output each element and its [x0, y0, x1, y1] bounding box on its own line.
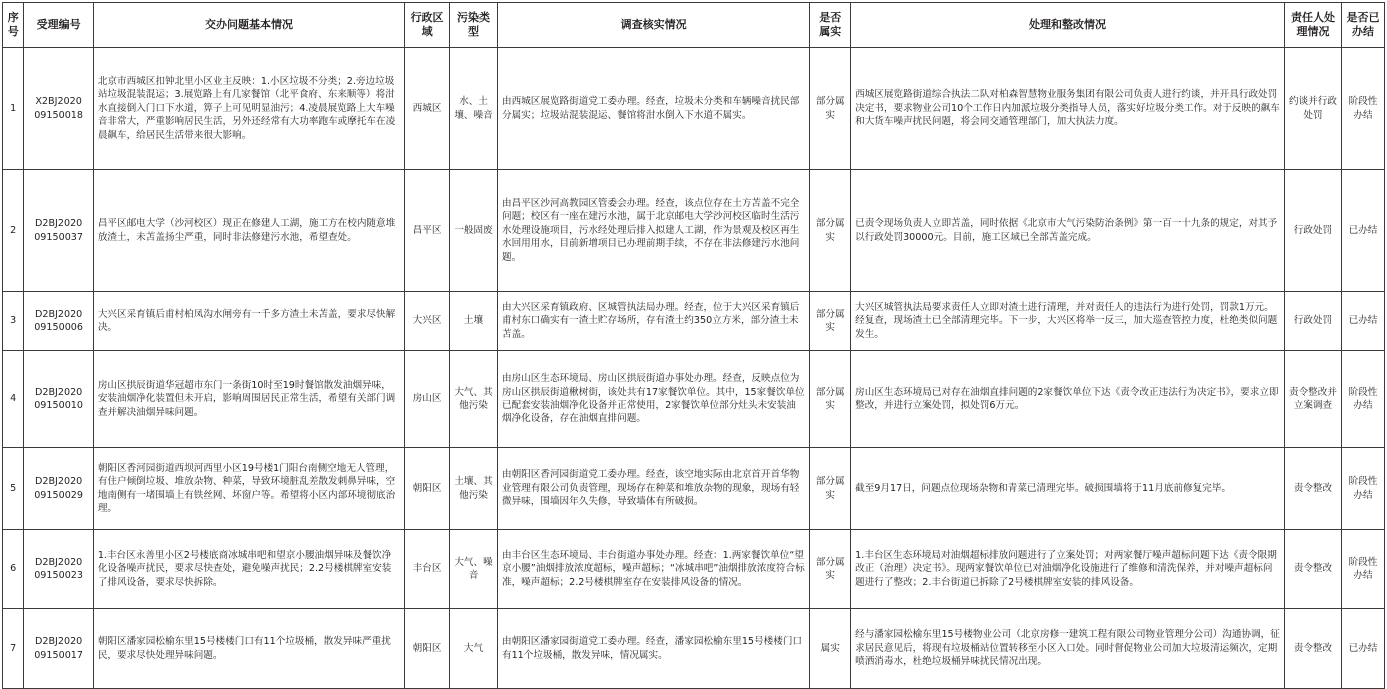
- cell-seq: 6: [3, 530, 24, 609]
- cell-district: 房山区: [405, 351, 450, 448]
- header-row: [3, 3, 1385, 48]
- cell-investigation: 由昌平区沙河高教园区管委会办理。经查，该点位存在土方苫盖不完全问题；校区有一座在建污水池，属于北京邮电大学沙河校区临时生活污水处理设施项目，污水经处理后排入拟建人工湖，作为景观及校区再生水回用用水，目前新增项目已办理前期手续，不存在非法修建污水池问题。: [497, 170, 809, 292]
- table-row: [3, 530, 1385, 609]
- cell-pollution-type: 水、土壤、噪音: [450, 48, 498, 170]
- cell-verified: 部分属实: [810, 170, 851, 292]
- cell-seq: 3: [3, 292, 24, 351]
- cell-issue: 北京市西城区扣钟北里小区业主反映：1.小区垃圾不分类；2.旁边垃圾站垃圾混装混运；3.展览路上有几家餐馆（北平食府、东来顺等）将泔水直接倒入门口下水道，箅子上可见明显油污；4.凌晨展览路上大车噪音非常大，严重影响居民生活，另外还经常有大功率跑车或摩托车在凌晨飙车，给居民生活带来很大影响。: [93, 48, 404, 170]
- cell-closed: 已办结: [1342, 609, 1385, 689]
- cell-district: 朝阳区: [405, 609, 450, 689]
- case-table: [2, 2, 1385, 689]
- cell-issue: 大兴区采育镇后甫村柏凤沟水闸旁有一千多方渣土未苫盖，要求尽快解决。: [93, 292, 404, 351]
- cell-pollution-type: 土壤: [450, 292, 498, 351]
- header-code: 受理编号: [24, 3, 93, 48]
- cell-investigation: 由丰台区生态环境局、丰台街道办事处办理。经查：1.两家餐饮单位“望京小腰”油烟排放浓度超标，噪声超标；“冰城串吧”油烟排放浓度符合标准，噪声超标；2.2号楼棋牌室存在安装排风设备的情况。: [497, 530, 809, 609]
- cell-responsible: 责令整改: [1284, 530, 1341, 609]
- cell-issue: 朝阳区潘家园松榆东里15号楼楼门口有11个垃圾桶，散发异味严重扰民，要求尽快处理异味问题。: [93, 609, 404, 689]
- cell-issue: 朝阳区香河园街道西坝河西里小区19号楼1门阳台南侧空地无人管理，有住户倾倒垃圾、堆放杂物、种菜，导致环境脏乱差散发刺鼻异味，空地南侧有一堵围墙上有铁丝网、坏窗户等。希望将小区内部环境彻底治理。: [93, 448, 404, 530]
- cell-responsible: 行政处罚: [1284, 292, 1341, 351]
- cell-closed: 已办结: [1342, 292, 1385, 351]
- cell-district: 大兴区: [405, 292, 450, 351]
- cell-handling: 截至9月17日，问题点位现场杂物和青菜已清理完毕。破损围墙将于11月底前修复完毕。: [851, 448, 1285, 530]
- header-handling: 处理和整改情况: [851, 3, 1285, 48]
- cell-issue: 1.丰台区永善里小区2号楼底商冰城串吧和望京小腰油烟异味及餐饮净化设备噪声扰民，要求尽快查处，避免噪声扰民；2.2号楼棋牌室安装了排风设备，要求尽快拆除。: [93, 530, 404, 609]
- cell-code: D2BJ2020 09150023: [24, 530, 93, 609]
- cell-closed: 阶段性办结: [1342, 351, 1385, 448]
- cell-handling: 经与潘家园松榆东里15号楼物业公司（北京房修一建筑工程有限公司物业管理分公司）沟通协调，征求居民意见后，将现有垃圾桶站位置转移至小区入口处。同时督促物业公司加大垃圾清运频次，定期喷洒消毒水，杜绝垃圾桶异味扰民情况出现。: [851, 609, 1285, 689]
- header-investigation: 调查核实情况: [497, 3, 809, 48]
- table-row: [3, 170, 1385, 292]
- cell-pollution-type: 大气、其他污染: [450, 351, 498, 448]
- cell-handling: 1.丰台区生态环境局对油烟超标排放问题进行了立案处罚；对两家餐厅噪声超标问题下达《责令限期改正（治理）决定书》。现两家餐饮单位已对油烟净化设施进行了维修和清洗保养，并对噪声超标问题进行了整改；2.丰台街道已拆除了2号楼棋牌室安装的排风设备。: [851, 530, 1285, 609]
- header-district: 行政区域: [405, 3, 450, 48]
- cell-investigation: 由房山区生态环境局、房山区拱辰街道办事处办理。经查，反映点位为房山区拱辰街道楸树街，该处共有17家餐饮单位。其中，15家餐饮单位已配套安装油烟净化设备并正常使用，2家餐饮单位部分灶头未安装油烟净化设备，存在油烟直排问题。: [497, 351, 809, 448]
- cell-responsible: 责令整改并立案调查: [1284, 351, 1341, 448]
- cell-investigation: 由西城区展览路街道党工委办理。经查，垃圾未分类和车辆噪音扰民部分属实；垃圾站混装混运、餐馆将泔水倒入下水道不属实。: [497, 48, 809, 170]
- table-row: [3, 609, 1385, 689]
- cell-pollution-type: 土壤、其他污染: [450, 448, 498, 530]
- table-row: [3, 292, 1385, 351]
- table-row: [3, 351, 1385, 448]
- cell-seq: 7: [3, 609, 24, 689]
- cell-code: D2BJ2020 09150010: [24, 351, 93, 448]
- cell-district: 西城区: [405, 48, 450, 170]
- cell-seq: 1: [3, 48, 24, 170]
- cell-district: 昌平区: [405, 170, 450, 292]
- cell-pollution-type: 大气: [450, 609, 498, 689]
- cell-district: 朝阳区: [405, 448, 450, 530]
- cell-issue: 房山区拱辰街道华冠超市东门一条街10时至19时餐馆散发油烟异味，安装油烟净化装置但未开启，影响周围居民正常生活，希望有关部门调查并解决油烟异味问题。: [93, 351, 404, 448]
- cell-closed: 阶段性办结: [1342, 48, 1385, 170]
- cell-code: D2BJ2020 09150006: [24, 292, 93, 351]
- header-pollution-type: 污染类型: [450, 3, 498, 48]
- table-row: [3, 48, 1385, 170]
- cell-verified: 属实: [810, 609, 851, 689]
- cell-handling: 西城区展览路街道综合执法二队对柏森智慧物业服务集团有限公司负责人进行约谈，并开具行政处罚决定书，要求物业公司10个工作日内加派垃圾分类指导人员，落实好垃圾分类工作。对于反映的飙车和大货车噪声扰民问题，将会同交通管理部门，加大执法力度。: [851, 48, 1285, 170]
- header-closed: 是否已办结: [1342, 3, 1385, 48]
- cell-verified: 部分属实: [810, 48, 851, 170]
- cell-code: D2BJ2020 09150029: [24, 448, 93, 530]
- cell-responsible: 行政处罚: [1284, 170, 1341, 292]
- header-seq: 序号: [3, 3, 24, 48]
- cell-investigation: 由朝阳区潘家园街道党工委办理。经查，潘家园松榆东里15号楼楼门口有11个垃圾桶，散发异味，情况属实。: [497, 609, 809, 689]
- cell-handling: 已责令现场负责人立即苫盖，同时依据《北京市大气污染防治条例》第一百一十九条的规定，对其予以行政处罚30000元。目前，施工区域已全部苫盖完成。: [851, 170, 1285, 292]
- cell-closed: 已办结: [1342, 170, 1385, 292]
- cell-closed: 阶段性办结: [1342, 530, 1385, 609]
- cell-code: D2BJ2020 09150017: [24, 609, 93, 689]
- cell-responsible: 约谈并行政处罚: [1284, 48, 1341, 170]
- cell-responsible: 责令整改: [1284, 609, 1341, 689]
- cell-seq: 4: [3, 351, 24, 448]
- cell-code: X2BJ2020 09150018: [24, 48, 93, 170]
- cell-verified: 部分属实: [810, 448, 851, 530]
- cell-pollution-type: 一般固废: [450, 170, 498, 292]
- cell-seq: 5: [3, 448, 24, 530]
- cell-district: 丰台区: [405, 530, 450, 609]
- cell-handling: 房山区生态环境局已对存在油烟直排问题的2家餐饮单位下达《责令改正违法行为决定书》，要求立即整改，并进行立案处罚，拟处罚6万元。: [851, 351, 1285, 448]
- cell-verified: 部分属实: [810, 351, 851, 448]
- header-issue: 交办问题基本情况: [93, 3, 404, 48]
- cell-investigation: 由朝阳区香河园街道党工委办理。经查，该空地实际由北京首开首华物业管理有限公司负责管理，现场存在种菜和堆放杂物的现象，现场有轻微异味，围墙因年久失修，导致墙体有所破损。: [497, 448, 809, 530]
- cell-seq: 2: [3, 170, 24, 292]
- cell-issue: 昌平区邮电大学（沙河校区）现正在修建人工湖，施工方在校内随意堆放渣土，未苫盖扬尘严重，同时非法修建污水池，希望查处。: [93, 170, 404, 292]
- table-row: [3, 448, 1385, 530]
- cell-handling: 大兴区城管执法局要求责任人立即对渣土进行清理，并对责任人的违法行为进行处罚，罚款1万元。经复查，现场渣土已全部清理完毕。下一步，大兴区将举一反三，加大巡查管控力度，杜绝类似问题发生。: [851, 292, 1285, 351]
- cell-code: D2BJ2020 09150037: [24, 170, 93, 292]
- case-table-container: [2, 2, 1385, 689]
- cell-responsible: 责令整改: [1284, 448, 1341, 530]
- cell-closed: 阶段性办结: [1342, 448, 1385, 530]
- header-verified: 是否属实: [810, 3, 851, 48]
- cell-verified: 部分属实: [810, 530, 851, 609]
- cell-verified: 部分属实: [810, 292, 851, 351]
- cell-pollution-type: 大气、噪音: [450, 530, 498, 609]
- header-responsible: 责任人处理情况: [1284, 3, 1341, 48]
- cell-investigation: 由大兴区采育镇政府、区城管执法局办理。经查，位于大兴区采育镇后甫村东口确实有一渣土贮存场所，存有渣土约350立方米，部分渣土未苫盖。: [497, 292, 809, 351]
